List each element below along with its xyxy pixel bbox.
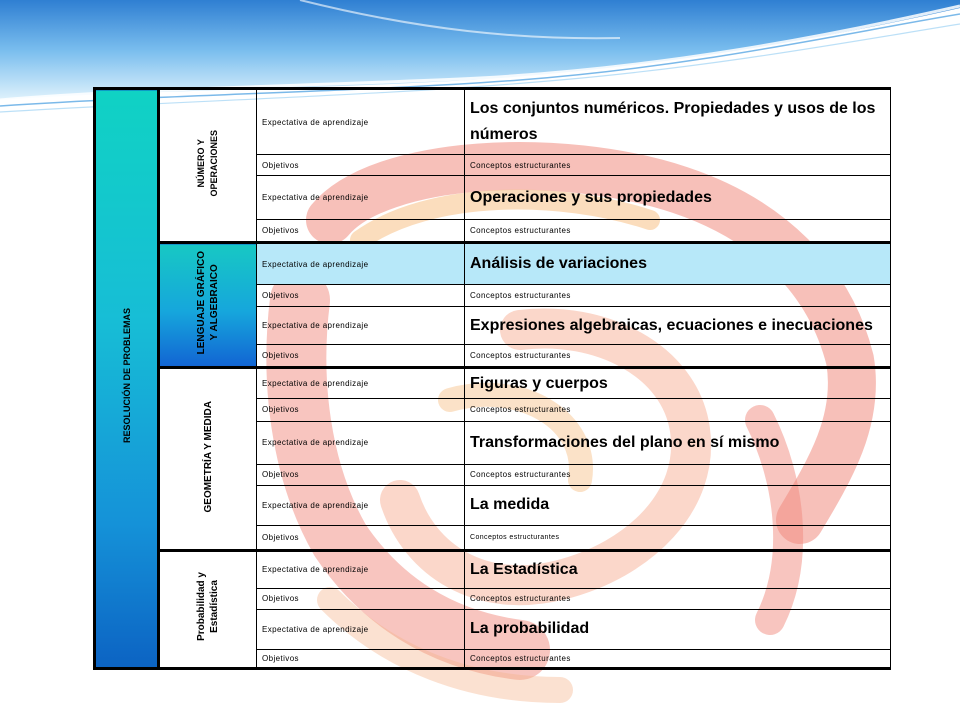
learning-expectation-title: La medida: [465, 485, 891, 525]
block-label-geometria: [159, 368, 257, 550]
concepts-label: Conceptos estructurantes: [465, 155, 891, 176]
concepts-label: Conceptos estructurantes: [465, 464, 891, 485]
concepts-label: Conceptos estructurantes: [465, 525, 891, 550]
objectives-label: Objetivos: [257, 525, 465, 550]
block-label-line: OPERACIONES: [209, 129, 219, 197]
expectation-label: Expectativa de aprendizaje: [257, 89, 465, 155]
concepts-label: Conceptos estructurantes: [465, 285, 891, 307]
objectives-label: Objetivos: [257, 399, 465, 421]
objectives-label: Objetivos: [257, 588, 465, 609]
objectives-label: Objetivos: [257, 464, 465, 485]
learning-expectation-title: La probabilidad: [465, 609, 891, 649]
objectives-label: Objetivos: [257, 220, 465, 243]
block-label-line: NÚMERO Y: [196, 138, 206, 188]
block-label-text: [195, 130, 221, 197]
block-label-text: GEOMETRÍA Y MEDIDA: [202, 400, 214, 513]
learning-expectation-title: Expresiones algebraicas, ecuaciones e inecuaciones: [465, 307, 891, 345]
table-row: [95, 89, 891, 155]
table-row: [95, 368, 891, 399]
block-label-line: Estadística: [209, 580, 220, 634]
learning-expectation-title: Análisis de variaciones: [465, 243, 891, 285]
learning-expectation-title: Operaciones y sus propiedades: [465, 176, 891, 220]
concepts-label: Conceptos estructurantes: [465, 588, 891, 609]
block-label-line: LENGUAJE GRÁFICO: [196, 251, 207, 355]
objectives-label: Objetivos: [257, 285, 465, 307]
expectation-label: Expectativa de aprendizaje: [257, 368, 465, 399]
objectives-label: Objetivos: [257, 649, 465, 668]
block-label-line: Probabilidad y: [196, 572, 207, 642]
expectation-label: Expectativa de aprendizaje: [257, 550, 465, 588]
expectation-label: Expectativa de aprendizaje: [257, 609, 465, 649]
expectation-label: Expectativa de aprendizaje: [257, 485, 465, 525]
learning-expectation-title: Los conjuntos numéricos. Propiedades y usos de los números: [465, 89, 891, 155]
learning-expectation-title: Figuras y cuerpos: [465, 368, 891, 399]
objectives-label: Objetivos: [257, 155, 465, 176]
concepts-label: Conceptos estructurantes: [465, 345, 891, 368]
table-row: [95, 550, 891, 588]
main-category-cell: [95, 89, 159, 669]
block-label-probabilidad: [159, 550, 257, 668]
concepts-label: Conceptos estructurantes: [465, 649, 891, 668]
block-label-text: [195, 572, 221, 641]
block-label-line: Y ALGEBRAICO: [209, 264, 220, 341]
table-row: [95, 243, 891, 285]
expectation-label: Expectativa de aprendizaje: [257, 243, 465, 285]
learning-expectation-title: Transformaciones del plano en sí mismo: [465, 421, 891, 464]
curriculum-table: [93, 87, 891, 670]
main-category-label: RESOLUCIÓN DE PROBLEMAS: [121, 308, 132, 444]
learning-expectation-title: La Estadística: [465, 550, 891, 588]
objectives-label: Objetivos: [257, 345, 465, 368]
block-label-numeros: [159, 89, 257, 243]
expectation-label: Expectativa de aprendizaje: [257, 421, 465, 464]
concepts-label: Conceptos estructurantes: [465, 220, 891, 243]
block-label-text: [195, 251, 221, 354]
expectation-label: Expectativa de aprendizaje: [257, 307, 465, 345]
expectation-label: Expectativa de aprendizaje: [257, 176, 465, 220]
concepts-label: Conceptos estructurantes: [465, 399, 891, 421]
block-label-algebra: [159, 243, 257, 368]
